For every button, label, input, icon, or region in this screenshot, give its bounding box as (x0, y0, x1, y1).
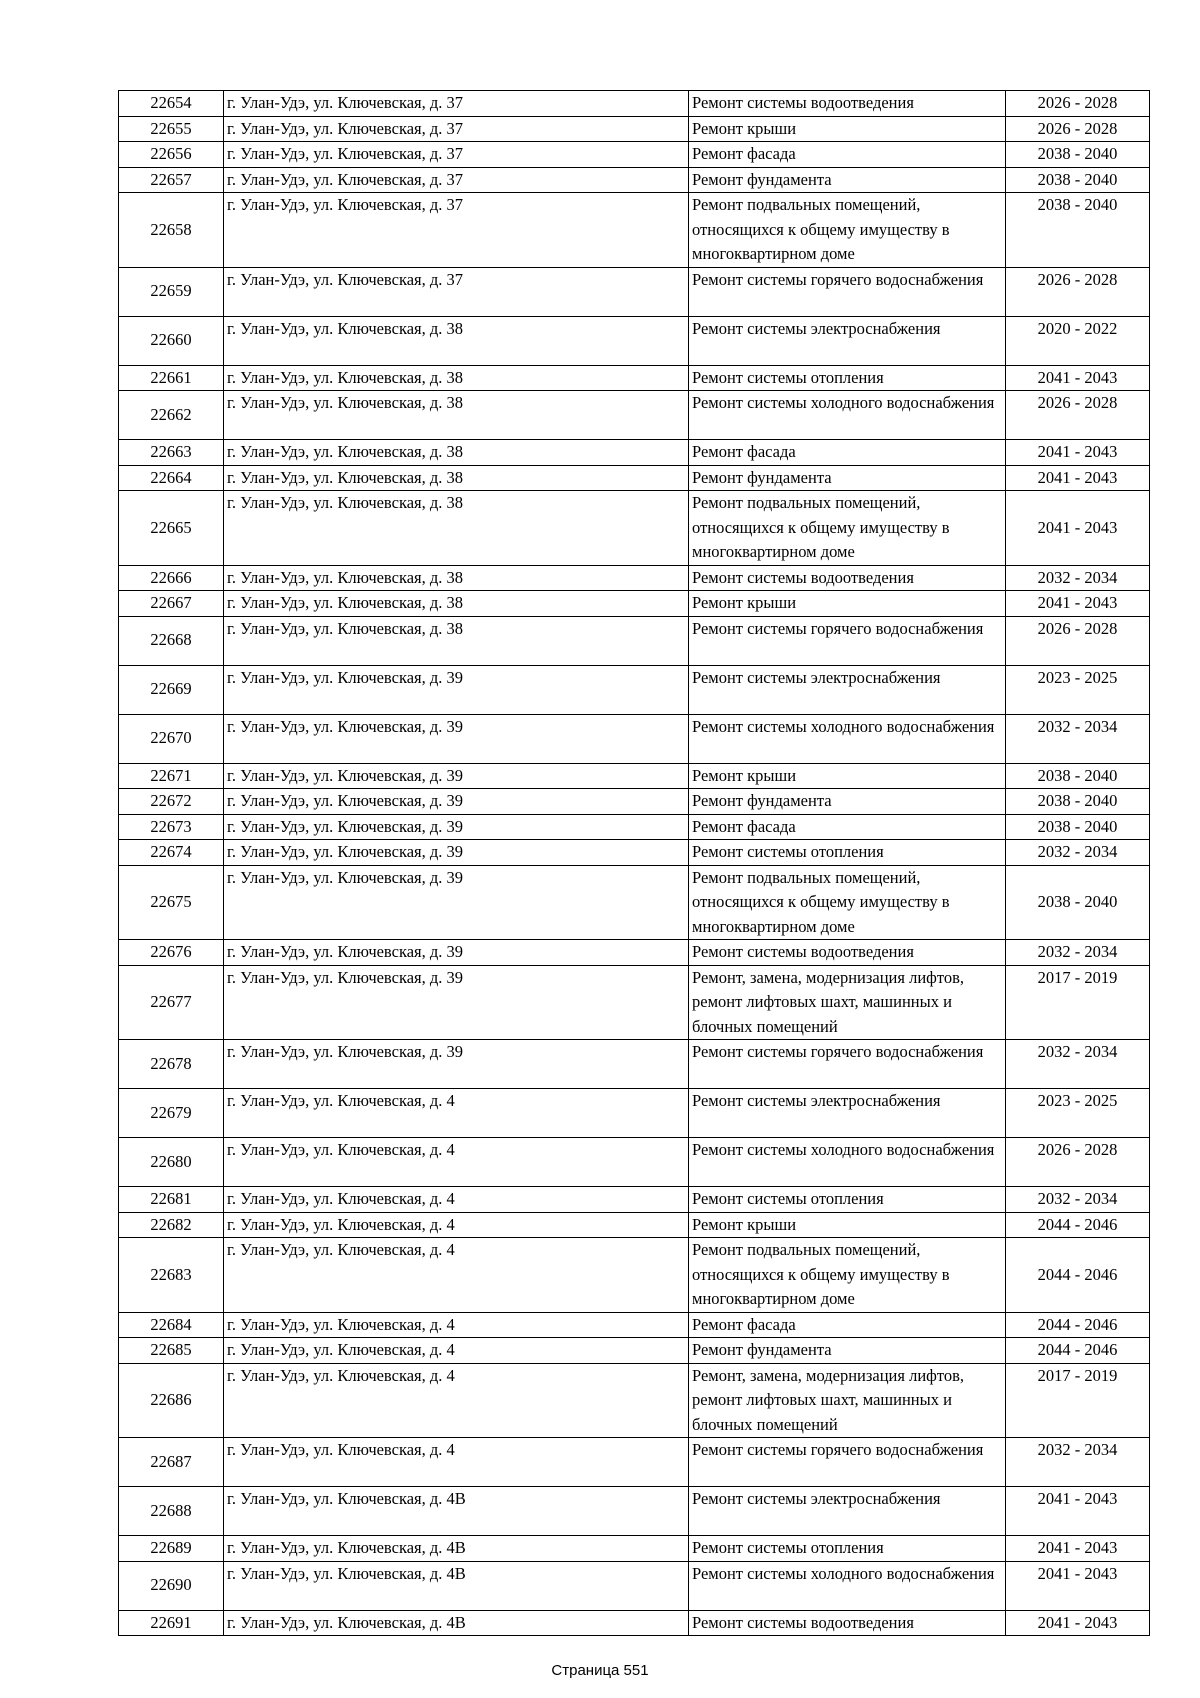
table-row (119, 1187, 1150, 1213)
work-type-cell: Ремонт системы водоотведения (689, 565, 1006, 591)
row-number: 22679 (119, 1089, 224, 1138)
row-number: 22671 (119, 763, 224, 789)
row-number: 22686 (119, 1363, 224, 1438)
work-type-cell: Ремонт системы отопления (689, 1187, 1006, 1213)
period-cell: 2017 - 2019 (1006, 1363, 1150, 1438)
row-number: 22655 (119, 116, 224, 142)
period-cell: 2032 - 2034 (1006, 565, 1150, 591)
address-cell: г. Улан-Удэ, ул. Ключевская, д. 37 (224, 267, 689, 316)
period-cell: 2032 - 2034 (1006, 940, 1150, 966)
row-number: 22669 (119, 665, 224, 714)
work-type-cell: Ремонт системы электроснабжения (689, 1089, 1006, 1138)
table-row (119, 1040, 1150, 1089)
row-number: 22656 (119, 142, 224, 168)
work-type-cell: Ремонт системы холодного водоснабжения (689, 1138, 1006, 1187)
table-row (119, 840, 1150, 866)
address-cell: г. Улан-Удэ, ул. Ключевская, д. 39 (224, 1040, 689, 1089)
table-row (119, 267, 1150, 316)
work-type-cell: Ремонт системы водоотведения (689, 940, 1006, 966)
table-row (119, 940, 1150, 966)
table-row (119, 789, 1150, 815)
period-cell: 2044 - 2046 (1006, 1212, 1150, 1238)
table-row (119, 91, 1150, 117)
work-type-cell: Ремонт фундамента (689, 789, 1006, 815)
row-number: 22673 (119, 814, 224, 840)
row-number: 22666 (119, 565, 224, 591)
address-cell: г. Улан-Удэ, ул. Ключевская, д. 4 (224, 1338, 689, 1364)
period-cell: 2041 - 2043 (1006, 1610, 1150, 1636)
row-number: 22682 (119, 1212, 224, 1238)
row-number: 22667 (119, 591, 224, 617)
period-cell: 2038 - 2040 (1006, 865, 1150, 940)
table-row (119, 865, 1150, 940)
repair-schedule-table (118, 90, 1150, 1636)
row-number: 22690 (119, 1561, 224, 1610)
work-type-cell: Ремонт системы отопления (689, 365, 1006, 391)
table-row (119, 1487, 1150, 1536)
row-number: 22658 (119, 193, 224, 268)
address-cell: г. Улан-Удэ, ул. Ключевская, д. 4 (224, 1138, 689, 1187)
period-cell: 2023 - 2025 (1006, 1089, 1150, 1138)
work-type-cell: Ремонт фундамента (689, 465, 1006, 491)
address-cell: г. Улан-Удэ, ул. Ключевская, д. 38 (224, 565, 689, 591)
row-number: 22677 (119, 965, 224, 1040)
row-number: 22681 (119, 1187, 224, 1213)
row-number: 22684 (119, 1312, 224, 1338)
period-cell: 2041 - 2043 (1006, 365, 1150, 391)
table-row (119, 814, 1150, 840)
period-cell: 2032 - 2034 (1006, 1438, 1150, 1487)
row-number: 22672 (119, 789, 224, 815)
address-cell: г. Улан-Удэ, ул. Ключевская, д. 37 (224, 193, 689, 268)
row-number: 22663 (119, 440, 224, 466)
period-cell: 2038 - 2040 (1006, 142, 1150, 168)
period-cell: 2020 - 2022 (1006, 316, 1150, 365)
work-type-cell: Ремонт системы отопления (689, 840, 1006, 866)
period-cell: 2044 - 2046 (1006, 1238, 1150, 1313)
table-row (119, 365, 1150, 391)
address-cell: г. Улан-Удэ, ул. Ключевская, д. 37 (224, 142, 689, 168)
period-cell: 2041 - 2043 (1006, 1561, 1150, 1610)
row-number: 22683 (119, 1238, 224, 1313)
table-row (119, 1338, 1150, 1364)
address-cell: г. Улан-Удэ, ул. Ключевская, д. 38 (224, 365, 689, 391)
table-row (119, 965, 1150, 1040)
table-row (119, 1561, 1150, 1610)
period-cell: 2032 - 2034 (1006, 840, 1150, 866)
row-number: 22665 (119, 491, 224, 566)
page-number: Страница 551 (551, 1662, 649, 1679)
address-cell: г. Улан-Удэ, ул. Ключевская, д. 39 (224, 865, 689, 940)
period-cell: 2038 - 2040 (1006, 814, 1150, 840)
address-cell: г. Улан-Удэ, ул. Ключевская, д. 39 (224, 965, 689, 1040)
work-type-cell: Ремонт системы горячего водоснабжения (689, 1040, 1006, 1089)
work-type-cell: Ремонт, замена, модернизация лифтов, ремонт лифтовых шахт, машинных и блочных помещений (689, 1363, 1006, 1438)
work-type-cell: Ремонт системы горячего водоснабжения (689, 1438, 1006, 1487)
address-cell: г. Улан-Удэ, ул. Ключевская, д. 39 (224, 714, 689, 763)
row-number: 22668 (119, 616, 224, 665)
address-cell: г. Улан-Удэ, ул. Ключевская, д. 39 (224, 814, 689, 840)
address-cell: г. Улан-Удэ, ул. Ключевская, д. 39 (224, 789, 689, 815)
work-type-cell: Ремонт системы электроснабжения (689, 665, 1006, 714)
address-cell: г. Улан-Удэ, ул. Ключевская, д. 4 (224, 1363, 689, 1438)
address-cell: г. Улан-Удэ, ул. Ключевская, д. 4 (224, 1187, 689, 1213)
row-number: 22659 (119, 267, 224, 316)
work-type-cell: Ремонт системы электроснабжения (689, 316, 1006, 365)
address-cell: г. Улан-Удэ, ул. Ключевская, д. 39 (224, 665, 689, 714)
table-row (119, 1438, 1150, 1487)
address-cell: г. Улан-Удэ, ул. Ключевская, д. 38 (224, 316, 689, 365)
work-type-cell: Ремонт, замена, модернизация лифтов, ремонт лифтовых шахт, машинных и блочных помещений (689, 965, 1006, 1040)
row-number: 22688 (119, 1487, 224, 1536)
period-cell: 2026 - 2028 (1006, 91, 1150, 117)
period-cell: 2017 - 2019 (1006, 965, 1150, 1040)
work-type-cell: Ремонт системы горячего водоснабжения (689, 267, 1006, 316)
work-type-cell: Ремонт фундамента (689, 1338, 1006, 1364)
address-cell: г. Улан-Удэ, ул. Ключевская, д. 37 (224, 167, 689, 193)
address-cell: г. Улан-Удэ, ул. Ключевская, д. 37 (224, 91, 689, 117)
work-type-cell: Ремонт фасада (689, 814, 1006, 840)
address-cell: г. Улан-Удэ, ул. Ключевская, д. 39 (224, 763, 689, 789)
table-row (119, 1536, 1150, 1562)
work-type-cell: Ремонт крыши (689, 763, 1006, 789)
work-type-cell: Ремонт системы холодного водоснабжения (689, 1561, 1006, 1610)
row-number: 22676 (119, 940, 224, 966)
period-cell: 2041 - 2043 (1006, 465, 1150, 491)
table-row (119, 1089, 1150, 1138)
row-number: 22685 (119, 1338, 224, 1364)
work-type-cell: Ремонт фундамента (689, 167, 1006, 193)
table-row (119, 714, 1150, 763)
work-type-cell: Ремонт крыши (689, 1212, 1006, 1238)
row-number: 22687 (119, 1438, 224, 1487)
table-row (119, 465, 1150, 491)
work-type-cell: Ремонт подвальных помещений, относящихся к общему имуществу в многоквартирном доме (689, 491, 1006, 566)
address-cell: г. Улан-Удэ, ул. Ключевская, д. 4В (224, 1487, 689, 1536)
period-cell: 2038 - 2040 (1006, 763, 1150, 789)
row-number: 22678 (119, 1040, 224, 1089)
table-row (119, 565, 1150, 591)
period-cell: 2026 - 2028 (1006, 267, 1150, 316)
row-number: 22674 (119, 840, 224, 866)
period-cell: 2044 - 2046 (1006, 1338, 1150, 1364)
table-row (119, 193, 1150, 268)
work-type-cell: Ремонт фасада (689, 440, 1006, 466)
period-cell: 2032 - 2034 (1006, 714, 1150, 763)
period-cell: 2041 - 2043 (1006, 440, 1150, 466)
work-type-cell: Ремонт системы холодного водоснабжения (689, 391, 1006, 440)
period-cell: 2044 - 2046 (1006, 1312, 1150, 1338)
table-row (119, 316, 1150, 365)
row-number: 22675 (119, 865, 224, 940)
table-row (119, 1610, 1150, 1636)
table-row (119, 616, 1150, 665)
row-number: 22654 (119, 91, 224, 117)
table-row (119, 142, 1150, 168)
table-row (119, 763, 1150, 789)
work-type-cell: Ремонт фасада (689, 1312, 1006, 1338)
address-cell: г. Улан-Удэ, ул. Ключевская, д. 38 (224, 391, 689, 440)
work-type-cell: Ремонт крыши (689, 591, 1006, 617)
work-type-cell: Ремонт системы водоотведения (689, 91, 1006, 117)
work-type-cell: Ремонт подвальных помещений, относящихся к общему имуществу в многоквартирном доме (689, 1238, 1006, 1313)
period-cell: 2026 - 2028 (1006, 1138, 1150, 1187)
table-row (119, 1238, 1150, 1313)
work-type-cell: Ремонт фасада (689, 142, 1006, 168)
table-row (119, 116, 1150, 142)
address-cell: г. Улан-Удэ, ул. Ключевская, д. 38 (224, 440, 689, 466)
table-row (119, 1312, 1150, 1338)
row-number: 22657 (119, 167, 224, 193)
table-row (119, 665, 1150, 714)
address-cell: г. Улан-Удэ, ул. Ключевская, д. 4 (224, 1312, 689, 1338)
address-cell: г. Улан-Удэ, ул. Ключевская, д. 4В (224, 1561, 689, 1610)
period-cell: 2041 - 2043 (1006, 1536, 1150, 1562)
row-number: 22661 (119, 365, 224, 391)
table-row (119, 591, 1150, 617)
period-cell: 2041 - 2043 (1006, 491, 1150, 566)
row-number: 22691 (119, 1610, 224, 1636)
work-type-cell: Ремонт системы холодного водоснабжения (689, 714, 1006, 763)
period-cell: 2041 - 2043 (1006, 1487, 1150, 1536)
address-cell: г. Улан-Удэ, ул. Ключевская, д. 39 (224, 940, 689, 966)
row-number: 22680 (119, 1138, 224, 1187)
period-cell: 2023 - 2025 (1006, 665, 1150, 714)
work-type-cell: Ремонт подвальных помещений, относящихся к общему имуществу в многоквартирном доме (689, 865, 1006, 940)
period-cell: 2026 - 2028 (1006, 616, 1150, 665)
address-cell: г. Улан-Удэ, ул. Ключевская, д. 38 (224, 465, 689, 491)
address-cell: г. Улан-Удэ, ул. Ключевская, д. 4 (224, 1238, 689, 1313)
table-row (119, 491, 1150, 566)
period-cell: 2038 - 2040 (1006, 789, 1150, 815)
address-cell: г. Улан-Удэ, ул. Ключевская, д. 4 (224, 1212, 689, 1238)
table-row (119, 1363, 1150, 1438)
address-cell: г. Улан-Удэ, ул. Ключевская, д. 38 (224, 616, 689, 665)
address-cell: г. Улан-Удэ, ул. Ключевская, д. 4 (224, 1089, 689, 1138)
address-cell: г. Улан-Удэ, ул. Ключевская, д. 4В (224, 1536, 689, 1562)
address-cell: г. Улан-Удэ, ул. Ключевская, д. 4 (224, 1438, 689, 1487)
row-number: 22664 (119, 465, 224, 491)
row-number: 22662 (119, 391, 224, 440)
address-cell: г. Улан-Удэ, ул. Ключевская, д. 38 (224, 591, 689, 617)
table-row (119, 391, 1150, 440)
row-number: 22689 (119, 1536, 224, 1562)
work-type-cell: Ремонт системы отопления (689, 1536, 1006, 1562)
period-cell: 2041 - 2043 (1006, 591, 1150, 617)
address-cell: г. Улан-Удэ, ул. Ключевская, д. 38 (224, 491, 689, 566)
row-number: 22670 (119, 714, 224, 763)
period-cell: 2038 - 2040 (1006, 167, 1150, 193)
period-cell: 2026 - 2028 (1006, 391, 1150, 440)
work-type-cell: Ремонт системы электроснабжения (689, 1487, 1006, 1536)
address-cell: г. Улан-Удэ, ул. Ключевская, д. 37 (224, 116, 689, 142)
table-row (119, 167, 1150, 193)
period-cell: 2032 - 2034 (1006, 1187, 1150, 1213)
period-cell: 2026 - 2028 (1006, 116, 1150, 142)
address-cell: г. Улан-Удэ, ул. Ключевская, д. 39 (224, 840, 689, 866)
work-type-cell: Ремонт системы водоотведения (689, 1610, 1006, 1636)
table-row (119, 1212, 1150, 1238)
address-cell: г. Улан-Удэ, ул. Ключевская, д. 4В (224, 1610, 689, 1636)
table-row (119, 1138, 1150, 1187)
period-cell: 2032 - 2034 (1006, 1040, 1150, 1089)
work-type-cell: Ремонт крыши (689, 116, 1006, 142)
row-number: 22660 (119, 316, 224, 365)
period-cell: 2038 - 2040 (1006, 193, 1150, 268)
work-type-cell: Ремонт системы горячего водоснабжения (689, 616, 1006, 665)
table-row (119, 440, 1150, 466)
work-type-cell: Ремонт подвальных помещений, относящихся к общему имуществу в многоквартирном доме (689, 193, 1006, 268)
table-body (119, 91, 1150, 1636)
